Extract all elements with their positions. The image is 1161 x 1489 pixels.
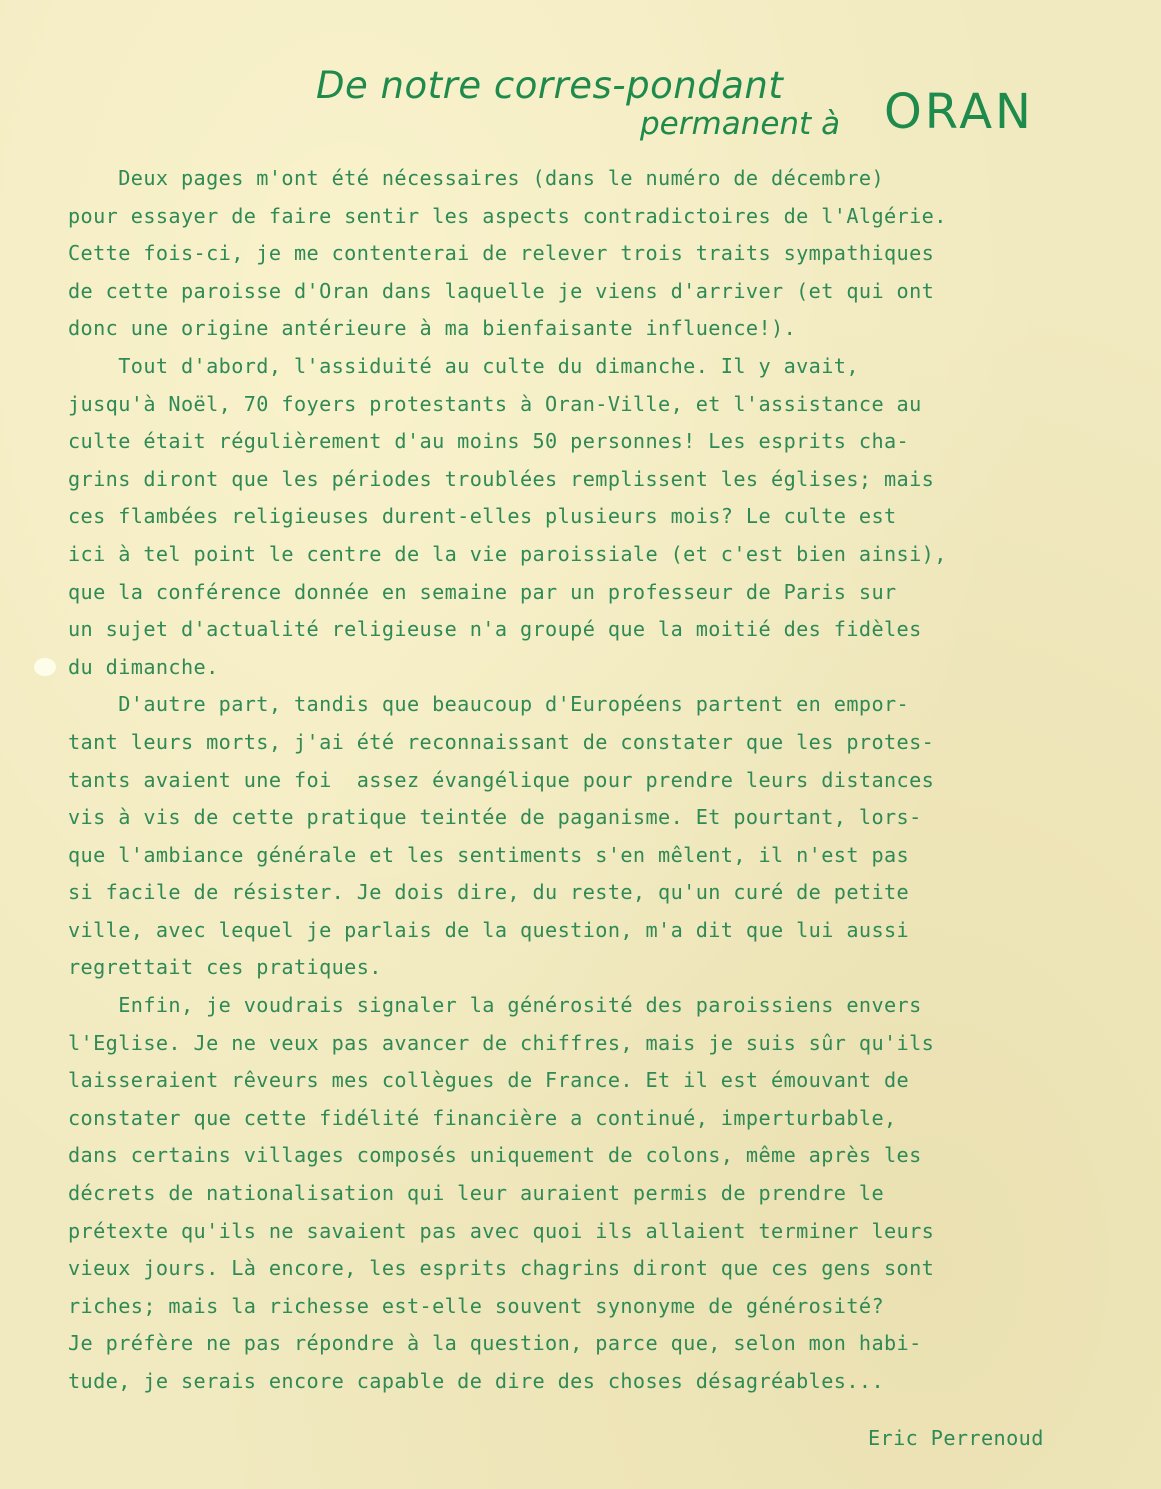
text-line: pour essayer de faire sentir les aspects contradictoires de l'Algérie. <box>68 203 947 228</box>
text-line: ici à tel point le centre de la vie paroissiale (et c'est bien ainsi), <box>68 541 947 566</box>
text-line: riches; mais la richesse est-elle souvent synonyme de générosité? <box>68 1293 885 1318</box>
paper-smudge <box>34 658 56 676</box>
handwritten-heading-line1: De notre corres-pondant <box>316 64 784 107</box>
text-line: dans certains villages composés uniquement de colons, même après les <box>68 1143 922 1168</box>
text-line: laisseraient rêveurs mes collègues de France. Et il est émouvant de <box>68 1068 910 1093</box>
text-line: de cette paroisse d'Oran dans laquelle je viens d'arriver (et qui ont <box>68 278 935 303</box>
text-line: grins diront que les périodes troublées remplissent les églises; mais <box>68 466 935 491</box>
text-line: donc une origine antérieure à ma bienfaisante influence!). <box>68 316 797 341</box>
text-line: vis à vis de cette pratique teintée de paganisme. Et pourtant, lors- <box>68 805 922 830</box>
text-line: tants avaient une foi assez évangélique pour prendre leurs distances <box>68 767 935 792</box>
text-line: tant leurs morts, j'ai été reconnaissant de constater que les protes- <box>68 729 935 754</box>
text-line: l'Eglise. Je ne veux pas avancer de chiffres, mais je suis sûr qu'ils <box>68 1030 935 1055</box>
handwritten-heading-city: ORAN <box>884 84 1034 140</box>
text-line: jusqu'à Noël, 70 foyers protestants à Oran-Ville, et l'assistance au <box>68 391 922 416</box>
text-line: tude, je serais encore capable de dire des choses désagréables... <box>68 1369 885 1393</box>
text-line: du dimanche. <box>68 654 219 679</box>
article-body <box>68 160 1128 1401</box>
text-line: regrettait ces pratiques. <box>68 955 382 980</box>
text-line: constater que cette fidélité financière a continué, imperturbable, <box>68 1105 897 1130</box>
text-line: Cette fois-ci, je me contenterai de relever trois traits sympathiques <box>68 241 935 266</box>
text-line: Enfin, je voudrais signaler la générosité des paroissiens envers <box>68 993 922 1018</box>
text-line: ville, avec lequel je parlais de la question, m'a dit que lui aussi <box>68 917 910 942</box>
text-line: Je préfère ne pas répondre à la question, parce que, selon mon habi- <box>68 1331 922 1356</box>
handwritten-heading-line2: permanent à <box>640 106 841 142</box>
text-line: Deux pages m'ont été nécessaires (dans le numéro de décembre) <box>68 166 885 190</box>
text-line: D'autre part, tandis que beaucoup d'Européens partent en empor- <box>68 692 910 717</box>
text-line: culte était régulièrement d'au moins 50 personnes! Les esprits cha- <box>68 429 910 454</box>
text-line: décrets de nationalisation qui leur auraient permis de prendre le <box>68 1181 885 1206</box>
author-signature: Eric Perrenoud <box>868 1426 1044 1450</box>
text-line: Tout d'abord, l'assiduité au culte du dimanche. Il y avait, <box>68 353 859 378</box>
text-line: si facile de résister. Je dois dire, du reste, qu'un curé de petite <box>68 880 910 905</box>
text-line: vieux jours. Là encore, les esprits chagrins diront que ces gens sont <box>68 1256 935 1281</box>
text-line: que la conférence donnée en semaine par un professeur de Paris sur <box>68 579 897 604</box>
text-line: que l'ambiance générale et les sentiments s'en mêlent, il n'est pas <box>68 842 910 867</box>
text-line: prétexte qu'ils ne savaient pas avec quoi ils allaient terminer leurs <box>68 1218 935 1243</box>
text-line: un sujet d'actualité religieuse n'a groupé que la moitié des fidèles <box>68 617 922 642</box>
text-line: ces flambées religieuses durent-elles plusieurs mois? Le culte est <box>68 504 897 529</box>
